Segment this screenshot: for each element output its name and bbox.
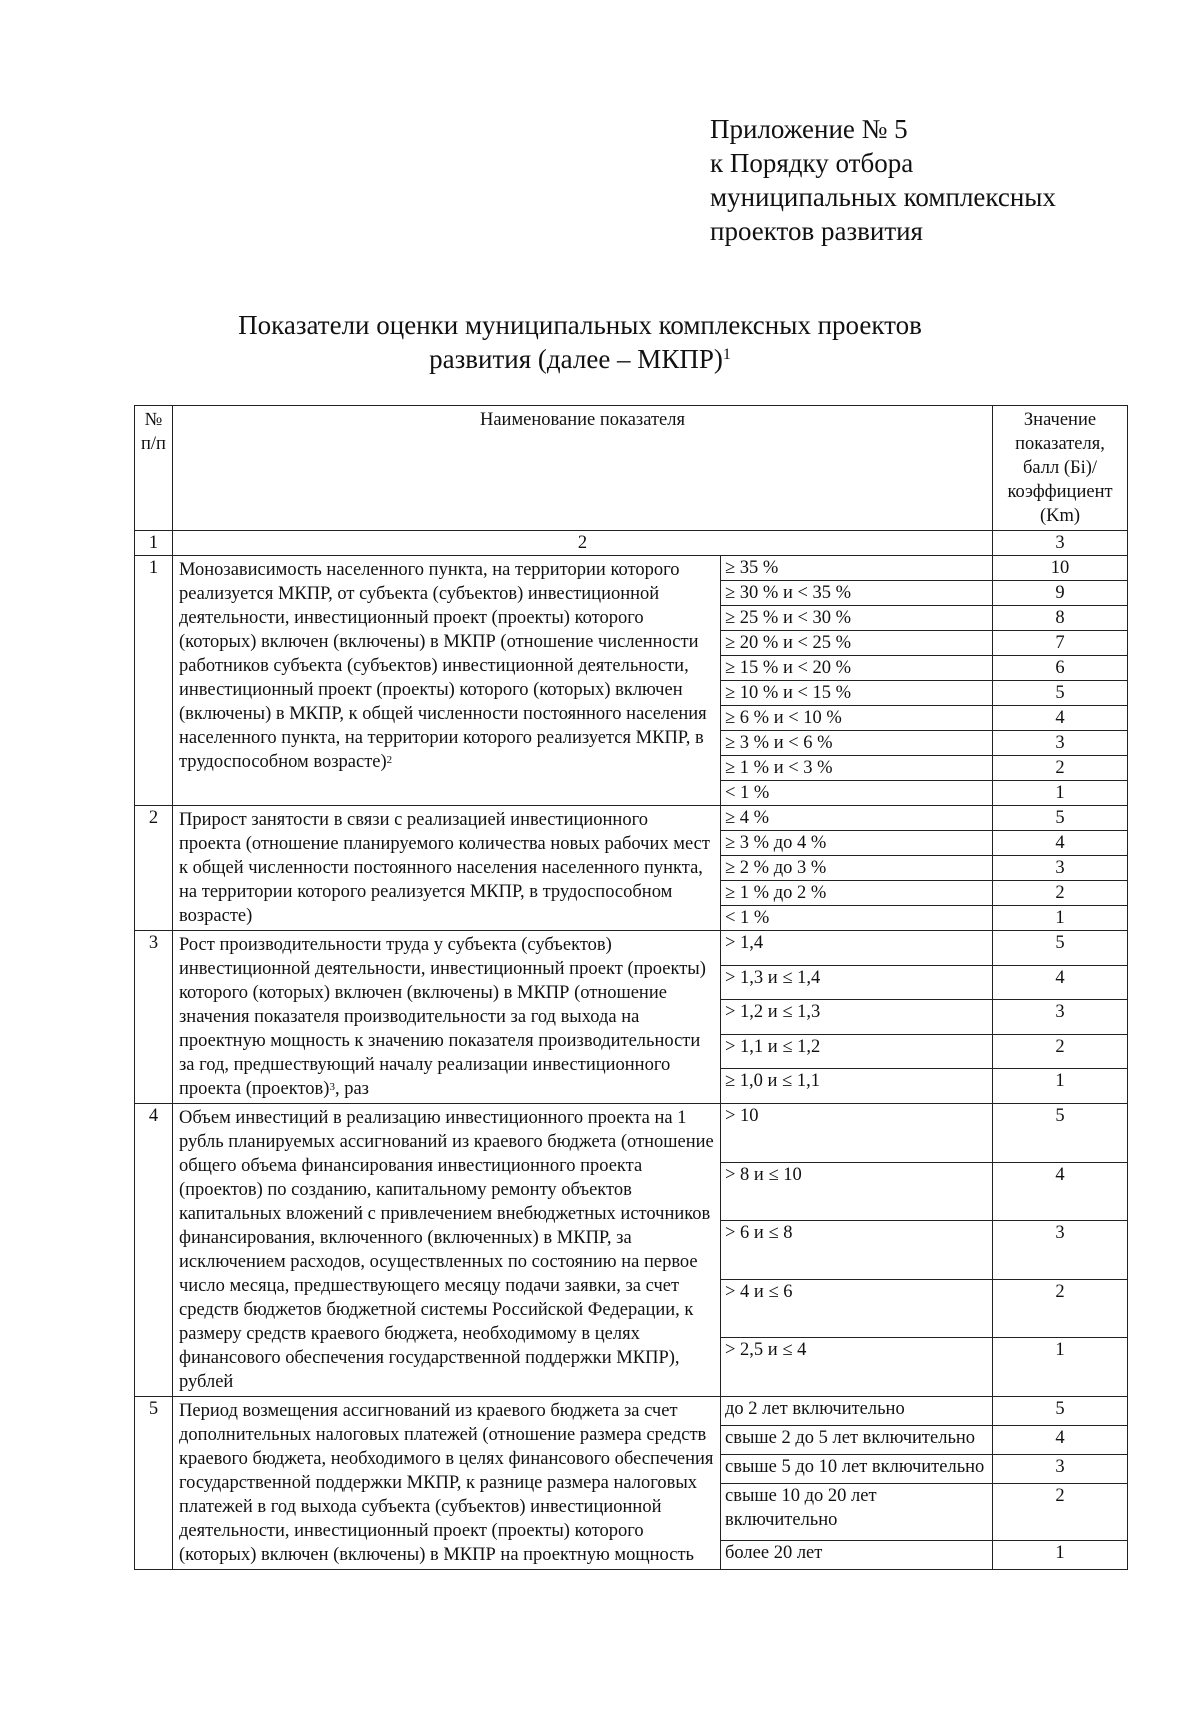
indicator-name-text: Прирост занятости в связи с реализацией инвестиционного проекта (отношение планируемого количества новых рабочих мест к общей численности постоянного населения населенного пункта, на территории которого реализуется МКПР, в трудоспособном возрасте) (179, 810, 710, 926)
criterion-label: > 1,3 и ≤ 1,4 (721, 965, 993, 1000)
criterion-score: 5 (993, 806, 1128, 831)
criterion-score: 9 (993, 581, 1128, 606)
footnote-mark: 2 (386, 754, 393, 766)
criterion-score: 4 (993, 706, 1128, 731)
criterion-label: свыше 10 до 20 лет включительно (721, 1484, 993, 1541)
column-numbers-row (135, 531, 1128, 556)
appendix-line-3: муниципальных комплексных (710, 182, 1056, 212)
indicator-name-suffix: , раз (334, 1079, 369, 1099)
table-row (135, 1104, 1128, 1163)
criterion-score: 2 (993, 881, 1128, 906)
criterion-label: ≥ 3 % и < 6 % (721, 731, 993, 756)
appendix-line-4: проектов развития (710, 216, 923, 246)
criterion-label: > 1,2 и ≤ 1,3 (721, 1000, 993, 1035)
title-footnote-mark: 1 (722, 346, 731, 363)
indicator-name-text: Монозависимость населенного пункта, на территории которого реализуется МКПР, от субъекта (субъектов) инвестиционной деятельности, инвестиционный проект (проекты) которого (которых) включен (включены) в МКПР (отношение численности работников субъекта (субъектов) инвестиционной деятельности, инвестиционный проект (проекты) которого (которых) включен (включены) в МКПР, к общей численности постоянного населения населенного пункта, на территории которого реализуется МКПР, в трудоспособном возрасте) (179, 560, 707, 772)
table-row (135, 931, 1128, 966)
header-number: № п/п (135, 406, 173, 531)
indicator-name (173, 1397, 721, 1570)
criterion-label: ≥ 1 % и < 3 % (721, 756, 993, 781)
table-row (135, 806, 1128, 831)
criterion-label: > 1,4 (721, 931, 993, 966)
criterion-score: 2 (993, 1034, 1128, 1069)
criterion-score: 4 (993, 1426, 1128, 1455)
indicators-table (134, 405, 1128, 1570)
criterion-label: > 8 и ≤ 10 (721, 1162, 993, 1221)
footnote-mark: 3 (329, 1081, 335, 1093)
criterion-score: 3 (993, 1000, 1128, 1035)
indicator-number: 2 (135, 806, 173, 931)
criterion-score: 3 (993, 1221, 1128, 1280)
indicator-number: 4 (135, 1104, 173, 1397)
header-name: Наименование показателя (173, 406, 993, 531)
indicator-number: 5 (135, 1397, 173, 1570)
table-row (135, 1397, 1128, 1426)
appendix-header (710, 112, 1170, 248)
criterion-label: ≥ 35 % (721, 556, 993, 581)
criterion-label: ≥ 4 % (721, 806, 993, 831)
criterion-score: 2 (993, 756, 1128, 781)
criterion-score: 4 (993, 1162, 1128, 1221)
criterion-label: ≥ 1,0 и ≤ 1,1 (721, 1069, 993, 1104)
criterion-score: 5 (993, 1397, 1128, 1426)
criterion-score: 1 (993, 1338, 1128, 1397)
criterion-score: 3 (993, 731, 1128, 756)
table-body (135, 556, 1128, 1570)
criterion-score: 6 (993, 656, 1128, 681)
criterion-label: > 1,1 и ≤ 1,2 (721, 1034, 993, 1069)
column-number-2: 2 (173, 531, 993, 556)
criterion-label: ≥ 1 % до 2 % (721, 881, 993, 906)
header-value: Значение показателя, балл (Бi)/ коэффициент (Km) (993, 406, 1128, 531)
criterion-score: 1 (993, 1069, 1128, 1104)
title-line-2 (160, 342, 1000, 376)
criterion-score: 5 (993, 931, 1128, 966)
criterion-score: 1 (993, 1540, 1128, 1569)
criterion-label: > 10 (721, 1104, 993, 1163)
criterion-label: ≥ 25 % и < 30 % (721, 606, 993, 631)
criterion-label: < 1 % (721, 906, 993, 931)
indicator-number: 3 (135, 931, 173, 1104)
criterion-label: ≥ 15 % и < 20 % (721, 656, 993, 681)
document-title (160, 308, 1000, 376)
criterion-label: свыше 5 до 10 лет включительно (721, 1455, 993, 1484)
criterion-label: ≥ 3 % до 4 % (721, 831, 993, 856)
criterion-score: 5 (993, 1104, 1128, 1163)
indicator-name (173, 806, 721, 931)
appendix-line-1: Приложение № 5 (710, 114, 908, 144)
criterion-label: ≥ 20 % и < 25 % (721, 631, 993, 656)
criterion-label: > 2,5 и ≤ 4 (721, 1338, 993, 1397)
table-header-row (135, 406, 1128, 531)
criterion-label: > 4 и ≤ 6 (721, 1279, 993, 1338)
indicator-number: 1 (135, 556, 173, 806)
table-row (135, 556, 1128, 581)
criterion-score: 4 (993, 965, 1128, 1000)
criterion-score: 1 (993, 781, 1128, 806)
indicator-name-text: Рост производительности труда у субъекта (субъектов) инвестиционной деятельности, инвестиционный проект (проекты) которого (которых) включен (включены) в МКПР (отношение значения показателя производительности за год выхода на проектную мощность к значению показателя производительности за год, предшествующий началу реализации инвестиционного проекта (проектов) (179, 935, 706, 1099)
title-line-1: Показатели оценки муниципальных комплексных проектов (238, 310, 922, 340)
criterion-label: ≥ 30 % и < 35 % (721, 581, 993, 606)
indicator-name-text: Период возмещения ассигнований из краевого бюджета за счет дополнительных налоговых платежей (отношение размера средств краевого бюджета, необходимого в целях финансового обеспечения государственной поддержки МКПР, к разнице размера налоговых платежей в год выхода субъекта (субъектов) инвестиционной деятельности, инвестиционный проект (проекты) которого (которых) включен (включены) в МКПР на проектную мощность (179, 1401, 714, 1565)
criterion-score: 2 (993, 1484, 1128, 1541)
column-number-1: 1 (135, 531, 173, 556)
criterion-score: 5 (993, 681, 1128, 706)
criterion-score: 3 (993, 1455, 1128, 1484)
criterion-label: ≥ 2 % до 3 % (721, 856, 993, 881)
criterion-score: 7 (993, 631, 1128, 656)
criterion-label: ≥ 10 % и < 15 % (721, 681, 993, 706)
criterion-label: > 6 и ≤ 8 (721, 1221, 993, 1280)
criterion-label: ≥ 6 % и < 10 % (721, 706, 993, 731)
criterion-score: 4 (993, 831, 1128, 856)
criterion-label: более 20 лет (721, 1540, 993, 1569)
indicator-name-text: Объем инвестиций в реализацию инвестиционного проекта на 1 рубль планируемых ассигнований из краевого бюджета (отношение общего объема финансирования инвестиционного проекта (проектов) по созданию, капитальному ремонту объектов капитальных вложений с привлечением внебюджетных источников финансирования, включенного (включенных) в МКПР, за исключением расходов, осуществленных по состоянию на первое число месяца, предшествующего месяцу подачи заявки, за счет средств бюджетов бюджетной системы Российской Федерации, к размеру средств краевого бюджета, необходимому в целях финансового обеспечения государственной поддержки МКПР), рублей (179, 1108, 714, 1392)
title-line-2-text: развития (далее – МКПР) (429, 344, 723, 374)
appendix-line-2: к Порядку отбора (710, 148, 914, 178)
criterion-label: < 1 % (721, 781, 993, 806)
indicator-name (173, 931, 721, 1104)
criterion-label: до 2 лет включительно (721, 1397, 993, 1426)
criterion-score: 1 (993, 906, 1128, 931)
criterion-score: 3 (993, 856, 1128, 881)
indicator-name (173, 556, 721, 806)
criterion-score: 10 (993, 556, 1128, 581)
criterion-score: 8 (993, 606, 1128, 631)
criterion-label: свыше 2 до 5 лет включительно (721, 1426, 993, 1455)
criterion-score: 2 (993, 1279, 1128, 1338)
indicator-name (173, 1104, 721, 1397)
column-number-3: 3 (993, 531, 1128, 556)
